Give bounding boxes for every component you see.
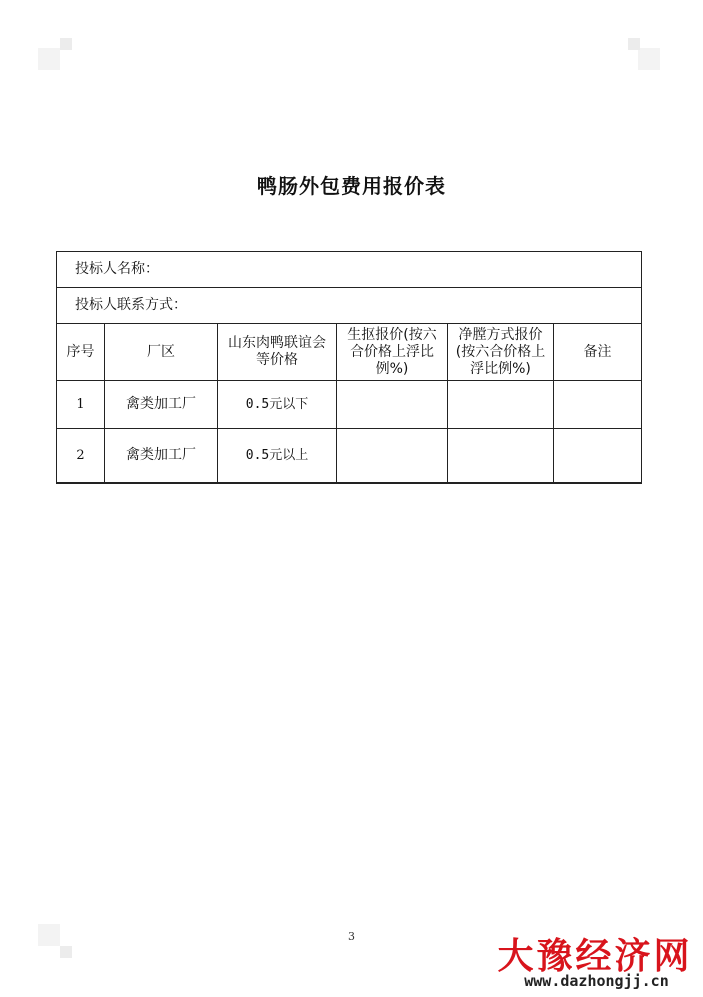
watermark-site-url: www.dazhongjj.cn [524,972,669,990]
header-reference-price: 山东肉鸭联谊会等价格 [218,324,337,381]
cell-no: 2 [57,429,105,484]
cell-plant: 禽类加工厂 [105,429,218,484]
document-title: 鸭肠外包费用报价表 [257,174,446,198]
cell-clean-quote [448,429,554,484]
quotation-table [56,251,642,484]
bidder-name-label: 投标人名称： [57,252,642,288]
cell-no: 1 [57,381,105,429]
watermark-site-name: 大豫经济网 [497,936,693,977]
cell-clean-quote [448,381,554,429]
header-plant: 厂区 [105,324,218,381]
page-number: 3 [348,930,355,943]
cell-plant: 禽类加工厂 [105,381,218,429]
header-clean-quote: 净膛方式报价(按六合价格上浮比例%) [448,324,554,381]
corner-mark-top-right [628,38,662,72]
cell-note [554,381,642,429]
header-note: 备注 [554,324,642,381]
cell-raw-quote [337,381,448,429]
cell-note [554,429,642,484]
table-header-row [57,324,642,381]
cell-price: 0.5元以下 [218,381,337,429]
bidder-name-row [57,252,642,288]
bidder-contact-label: 投标人联系方式： [57,288,642,324]
corner-mark-top-left [38,38,72,72]
header-raw-quote: 生抠报价(按六合价格上浮比例%) [337,324,448,381]
table-row [57,429,642,484]
header-no: 序号 [57,324,105,381]
bidder-contact-row [57,288,642,324]
table-row [57,381,642,429]
cell-raw-quote [337,429,448,484]
cell-price: 0.5元以上 [218,429,337,484]
